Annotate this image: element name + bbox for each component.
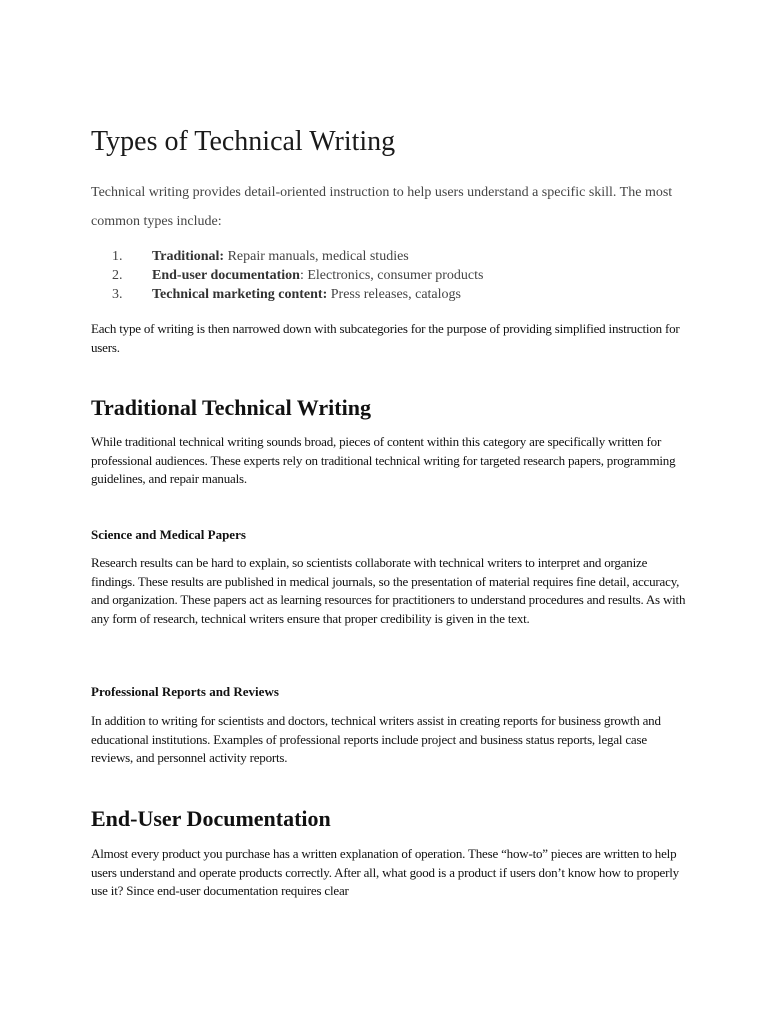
types-list [91,247,483,304]
science-paragraph: Research results can be hard to explain, so scientists collaborate with technical writers to interpret and organize findings. These results are published in medical journals, so the presentation of material requires fine detail, accuracy, and organization. These papers act as learning resources for practitioners to understand procedures and results. As with any form of research, technical writers ensure that proper credibility is given in the text. [91,555,686,626]
list-description: : Electronics, consumer products [299,268,484,283]
intro-paragraph: Technical writing provides detail-oriented instruction to help users understand a specific skill. The most common types include: [91,185,673,229]
list-term: Technical marketing content: [152,287,328,302]
science-heading: Science and Medical Papers [91,527,246,542]
reports-heading: Professional Reports and Reviews [91,684,279,699]
list-item [91,285,483,304]
list-number: 2. [112,268,123,283]
enduser-paragraph: Almost every product you purchase has a written explanation of operation. These “how-to” pieces are written to help users understand and operate products correctly. After all, what good is a product if users don’t know how to properly use it? Since end-user documentation requires clear [91,846,679,898]
list-description: Repair manuals, medical studies [224,249,409,264]
list-term: End-user documentation [152,268,300,283]
types-summary-paragraph: Each type of writing is then narrowed down with subcategories for the purpose of providing simplified instruction for users. [91,321,680,355]
list-term: Traditional: [152,249,225,264]
page-title: Types of Technical Writing [91,126,396,157]
traditional-heading: Traditional Technical Writing [91,395,371,420]
list-number: 3. [112,287,123,302]
enduser-heading: End-User Documentation [91,806,331,831]
list-item [91,266,483,285]
list-item [91,247,483,266]
reports-paragraph: In addition to writing for scientists and doctors, technical writers assist in creating reports for business growth and educational institutions. Examples of professional reports include project and business status reports, legal case reviews, and personnel activity reports. [91,713,661,765]
list-description: Press releases, catalogs [327,287,461,302]
traditional-paragraph: While traditional technical writing sounds broad, pieces of content within this category are specifically written for professional audiences. These experts rely on traditional technical writing for targeted research papers, programming guidelines, and repair manuals. [91,434,676,486]
list-number: 1. [112,249,123,264]
